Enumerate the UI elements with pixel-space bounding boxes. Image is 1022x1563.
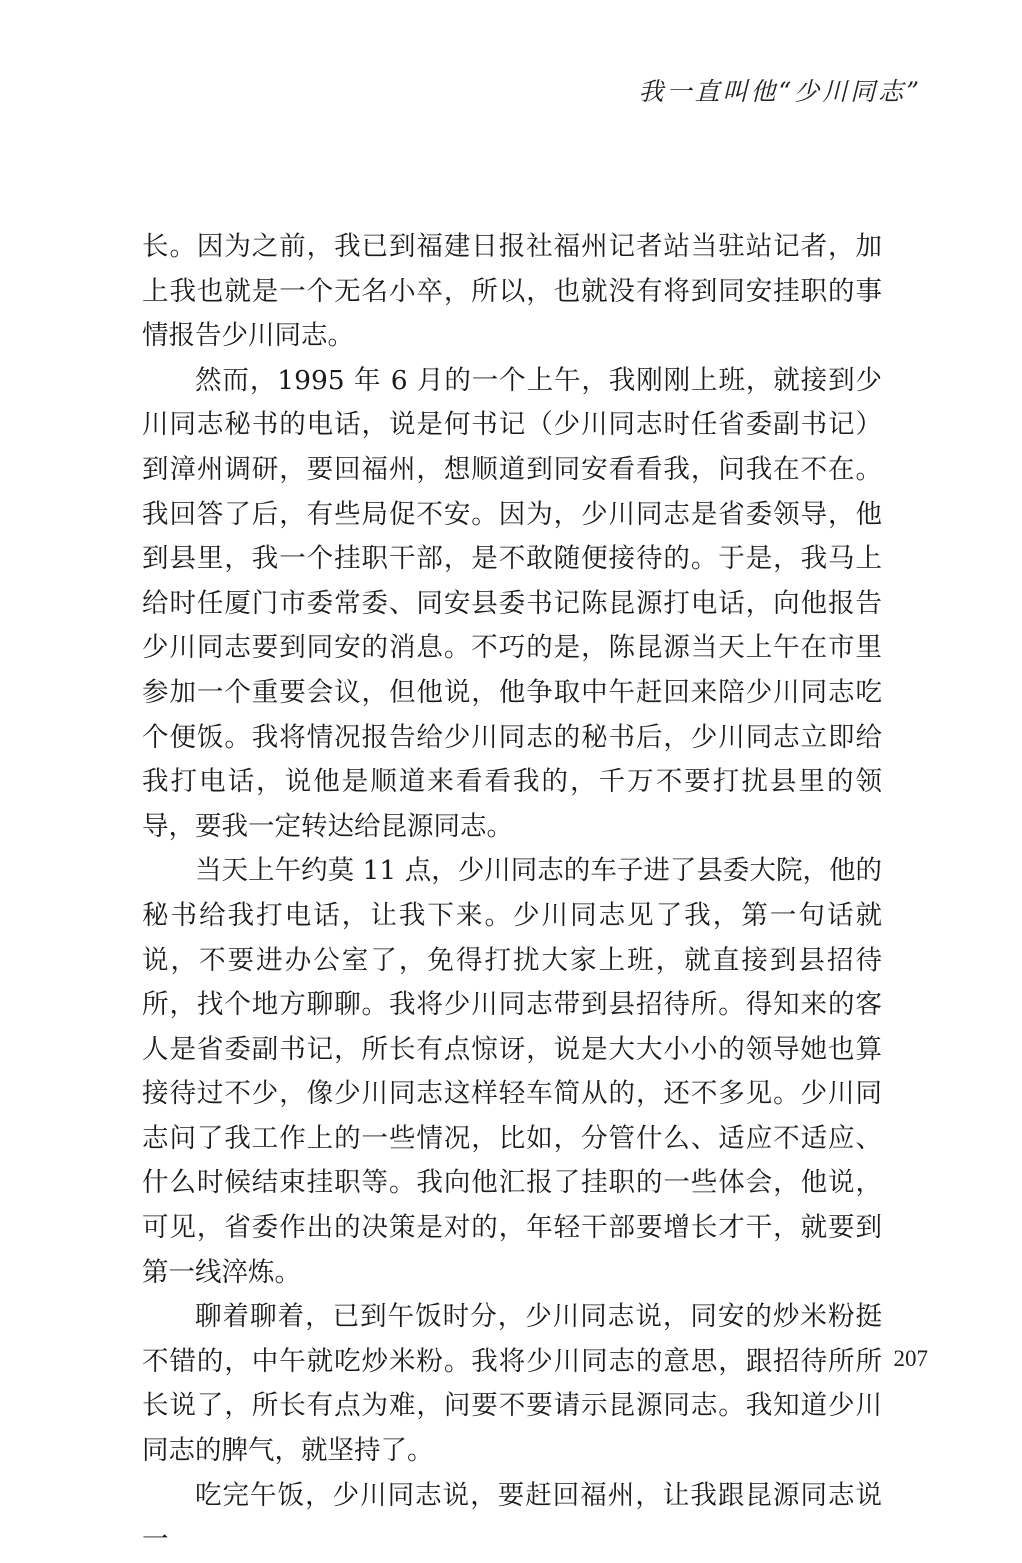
- body-text: [142, 225, 882, 1563]
- paragraph-2: 然而，1995 年 6 月的一个上午，我刚刚上班，就接到少川同志秘书的电话，说是何书记（少川同志时任省委副书记）到漳州调研，要回福州，想顺道到同安看看我，问我在不在。我回答了后，有些局促不安。因为，少川同志是省委领导，他到县里，我一个挂职干部，是不敢随便接待的。于是，我马上给时任厦门市委常委、同安县委书记陈昆源打电话，向他报告少川同志要到同安的消息。不巧的是，陈昆源当天上午在市里参加一个重要会议，但他说，他争取中午赶回来陪少川同志吃个便饭。我将情况报告给少川同志的秘书后，少川同志立即给我打电话，说他是顺道来看看我的，千万不要打扰县里的领导，要我一定转达给昆源同志。: [142, 364, 882, 842]
- running-head-title: 我一直叫他“少川同志”: [638, 77, 922, 106]
- paragraph-5: 吃完午饭，少川同志说，要赶回福州，让我跟昆源同志说一: [142, 1479, 882, 1556]
- page-number: 207: [893, 1346, 928, 1371]
- paragraph-4: 聊着聊着，已到午饭时分，少川同志说，同安的炒米粉挺不错的，中午就吃炒米粉。我将少川同志的意思，跟招待所所长说了，所长有点为难，问要不要请示昆源同志。我知道少川同志的脾气，就坚持了。: [142, 1301, 882, 1467]
- paragraph-1: 长。因为之前，我已到福建日报社福州记者站当驻站记者，加上我也就是一个无名小卒，所以，也就没有将到同安挂职的事情报告少川同志。: [142, 231, 882, 352]
- paragraph-3: 当天上午约莫 11 点，少川同志的车子进了县委大院，他的秘书给我打电话，让我下来。少川同志见了我，第一句话就说，不要进办公室了，免得打扰大家上班，就直接到县招待所，找个地方聊聊。我将少川同志带到县招待所。得知来的客人是省委副书记，所长有点惊讶，说是大大小小的领导她也算接待过不少，像少川同志这样轻车简从的，还不多见。少川同志问了我工作上的一些情况，比如，分管什么、适应不适应、什么时候结束挂职等。我向他汇报了挂职的一些体会，他说，可见，省委作出的决策是对的，年轻干部要增长才干，就要到第一线淬炼。: [142, 855, 882, 1288]
